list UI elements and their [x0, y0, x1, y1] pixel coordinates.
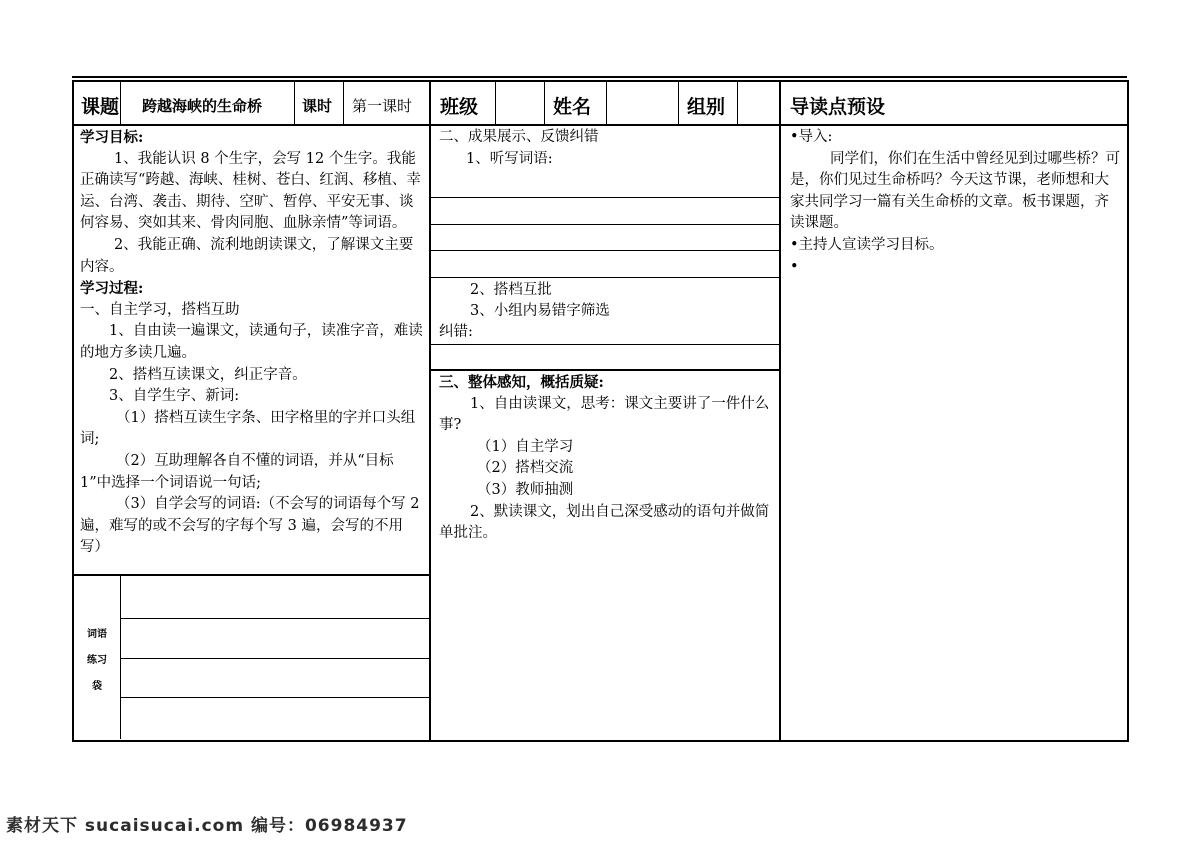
correction-line: [430, 344, 780, 345]
goal-1: 1、我能认识 8 个生字，会写 12 个生字。我能正确读写“跨越、海峡、桂树、苍白、红润、移植、幸运、台湾、袭击、期待、空旷、暂停、平安无事、谈何容易、突如其来、骨肉同胞、血脉亲情”等词语。: [80, 150, 421, 232]
header-divider: [678, 80, 679, 125]
practice-box-top: [72, 574, 430, 576]
group-filter: 3、小组内易错字筛选: [470, 303, 610, 319]
class-label: 班级: [440, 96, 479, 118]
process-title: 学习过程:: [80, 280, 144, 298]
peer-check: 2、搭档互批: [470, 282, 552, 298]
group-field[interactable]: [739, 82, 778, 123]
period-label: 课时: [302, 97, 333, 115]
practice-writing-area[interactable]: [122, 577, 428, 737]
dictation-line: [430, 277, 780, 278]
name-field[interactable]: [608, 82, 677, 123]
header-divider: [120, 80, 121, 125]
header-divider: [737, 80, 738, 125]
step-1: 1、自由读一遍课文，读通句子，读准字音，难读的地方多读几遍。: [80, 323, 423, 361]
correction-area[interactable]: [432, 346, 778, 368]
section-1-heading: 一、自主学习，搭档互助: [80, 301, 240, 318]
goal-title: 学习目标:: [80, 129, 144, 146]
header-divider: [495, 80, 496, 125]
column-divider-right: [779, 80, 781, 740]
dictation-line: [430, 250, 780, 251]
class-field[interactable]: [497, 82, 543, 123]
topic-label: 课题: [81, 96, 120, 118]
guide-title: 导读点预设: [790, 96, 886, 118]
guide-content: [790, 127, 1120, 278]
dictation-label: 1、听写词语:: [466, 151, 553, 167]
host-goal: •主持人宣读学习目标。: [790, 236, 944, 253]
goal-2: 2、我能正确、流利地朗读课文，了解课文主要内容。: [80, 236, 414, 275]
watermark-text: 素材天下 sucaisucai.com 编号：06984937: [6, 816, 408, 836]
intro-text: 同学们，你们在生活中曾经见到过哪些桥？可是，你们见过生命桥吗？今天这节课，老师想和大家共同学习一篇有关生命桥的文章。板书课题，齐读课题。: [790, 150, 1120, 232]
step-3: 3、自学生字、新词:: [109, 388, 240, 405]
practice-label: 词语 练习 袋: [87, 629, 107, 692]
pair-talk: （2）搭档交流: [477, 460, 574, 477]
correction-label: 纠错:: [439, 324, 473, 340]
topic-value: 跨越海峡的生命桥: [142, 97, 263, 115]
name-label: 姓名: [553, 96, 592, 118]
dictation-line: [430, 224, 780, 225]
section-3-content: [439, 372, 777, 545]
intro-title: •导入:: [790, 129, 833, 145]
sub-step-2: （2）互助理解各自不懂的词语，并从“目标 1”中选择一个词语说一句话;: [80, 452, 394, 491]
section-2-heading: 二、成果展示、反馈纠错: [439, 129, 599, 145]
group-label: 组别: [687, 96, 726, 118]
header-divider: [294, 80, 295, 125]
header-divider: [343, 80, 344, 125]
period-value: 第一课时: [352, 97, 413, 115]
sub-step-3: （3）自学会写的词语:（不会写的词语每个写 2 遍，难写的或不会写的字每个写 3 遍，会写的不用写）: [80, 496, 420, 556]
section-3-heading: 三、整体感知，概括质疑:: [439, 374, 604, 391]
step-2: 2、搭档互读课文，纠正字音。: [109, 366, 307, 383]
dictation-line: [430, 197, 780, 198]
header-divider: [606, 80, 607, 125]
header-divider: [544, 80, 545, 125]
self-study: （1）自主学习: [477, 438, 574, 455]
sub-step-1: （1）搭档互读生字条、田字格里的字并口头组词;: [80, 409, 416, 448]
learning-content: [80, 127, 424, 559]
teacher-check: （3）教师抽测: [477, 481, 574, 498]
header-row-border: [72, 124, 1127, 126]
silent-read: 2、默读课文，划出自己深受感动的语句并做简单批注。: [439, 503, 770, 542]
top-rule: [72, 76, 1127, 78]
section-3-border: [430, 369, 780, 371]
empty-bullet: •: [790, 258, 799, 275]
read-think: 1、自由读课文，思考：课文主要讲了一件什么事?: [439, 395, 770, 434]
column-divider-left: [429, 80, 431, 740]
